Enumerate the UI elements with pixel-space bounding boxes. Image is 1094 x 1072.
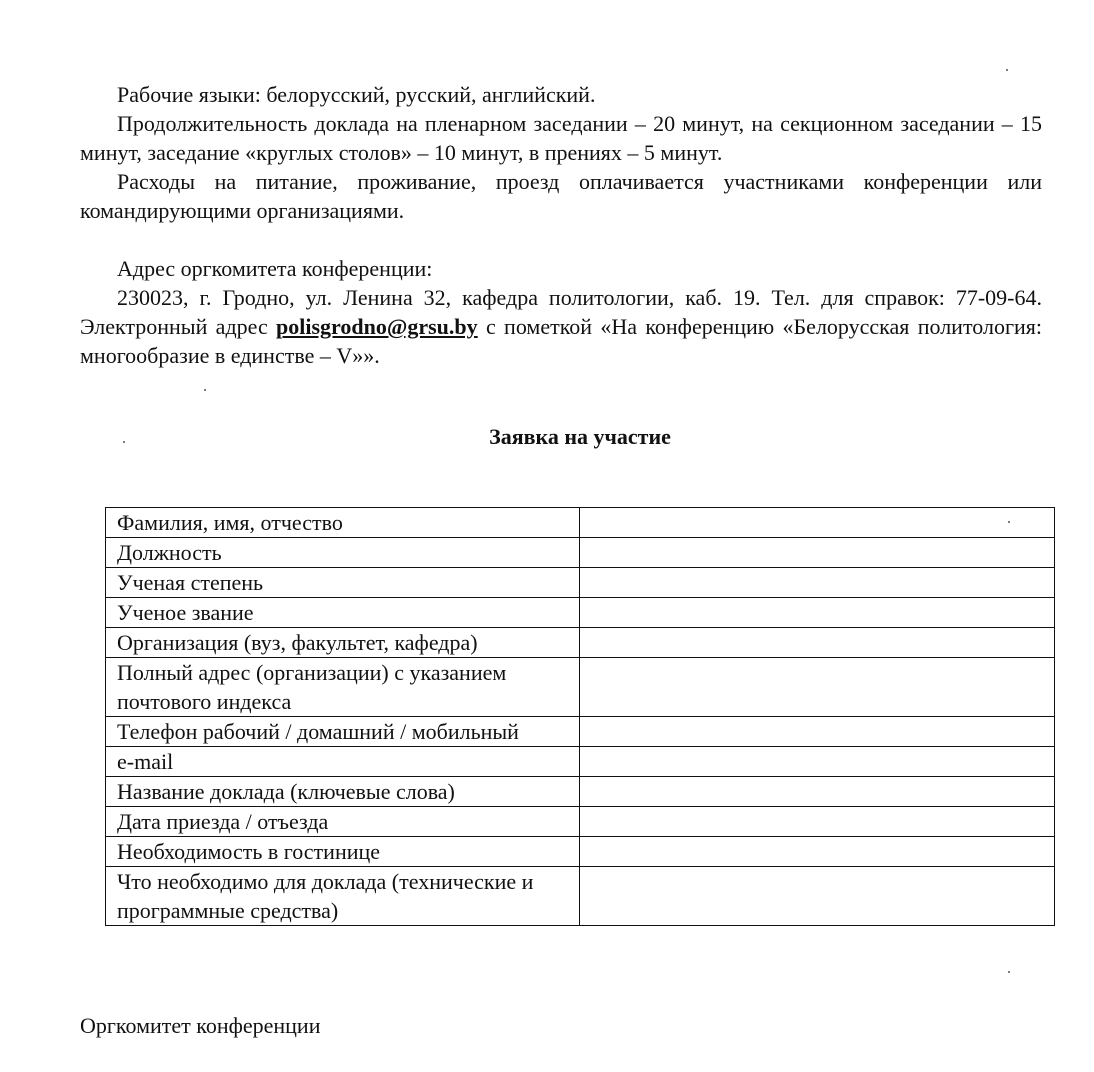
- row-label: Название доклада (ключевые слова): [106, 777, 580, 807]
- table-row: [106, 508, 1055, 538]
- table-row: [106, 717, 1055, 747]
- row-value-cell[interactable]: [579, 837, 1054, 867]
- email-link[interactable]: polisgrodno@grsu.by: [276, 314, 478, 339]
- scan-speck: [1008, 971, 1010, 973]
- table-row: [106, 747, 1055, 777]
- row-value-cell[interactable]: [579, 628, 1054, 658]
- row-label: e-mail: [106, 747, 580, 777]
- scan-speck: [123, 441, 125, 443]
- scan-speck: [1006, 69, 1008, 71]
- table-row: [106, 568, 1055, 598]
- row-label: Ученая степень: [106, 568, 580, 598]
- row-value-cell[interactable]: [579, 717, 1054, 747]
- table-row: [106, 598, 1055, 628]
- row-value-cell[interactable]: [579, 568, 1054, 598]
- footer-signature: Оргкомитет конференции: [80, 1013, 321, 1038]
- table-row: [106, 538, 1055, 568]
- row-label: Фамилия, имя, отчество: [106, 508, 580, 538]
- row-label: Необходимость в гостинице: [106, 837, 580, 867]
- row-label: Должность: [106, 538, 580, 568]
- row-value-cell[interactable]: [579, 658, 1054, 717]
- table-row: [106, 837, 1055, 867]
- address-text-end: с пометкой «На конференцию «Белорусская политология: многообразие в единстве – V»».: [80, 314, 1042, 368]
- languages-paragraph: Рабочие языки: белорусский, русский, английский.: [117, 82, 596, 107]
- form-heading: Заявка на участие: [489, 424, 671, 449]
- row-label: Дата приезда / отъезда: [106, 807, 580, 837]
- row-value-cell[interactable]: [579, 807, 1054, 837]
- table-row: [106, 867, 1055, 926]
- table-row: [106, 807, 1055, 837]
- address-text: 230023, г. Гродно, ул. Ленина 32, кафедра политологии, каб. 19. Тел. для справок: 77-09-64. Электронный адрес: [80, 285, 1042, 339]
- table-row: [106, 777, 1055, 807]
- row-value-cell[interactable]: [579, 508, 1054, 538]
- duration-paragraph: Продолжительность доклада на пленарном заседании – 20 минут, на секционном заседании – 15 минут, заседание «круглых столов» – 10 минут, в прениях – 5 минут.: [80, 111, 1042, 165]
- scan-speck: [1008, 521, 1010, 523]
- row-value-cell[interactable]: [579, 777, 1054, 807]
- row-value-cell[interactable]: [579, 747, 1054, 777]
- row-label: Телефон рабочий / домашний / мобильный: [106, 717, 580, 747]
- table-row: [106, 628, 1055, 658]
- row-label: Организация (вуз, факультет, кафедра): [106, 628, 580, 658]
- row-value-cell[interactable]: [579, 598, 1054, 628]
- row-label: Ученое звание: [106, 598, 580, 628]
- row-label: Что необходимо для доклада (технические и программные средства): [106, 867, 580, 926]
- address-paragraph: [80, 283, 1042, 370]
- scan-speck: [204, 389, 206, 391]
- table-row: [106, 658, 1055, 717]
- row-label: Полный адрес (организации) с указанием почтового индекса: [106, 658, 580, 717]
- address-title: Адрес оргкомитета конференции:: [117, 256, 433, 281]
- row-value-cell[interactable]: [579, 867, 1054, 926]
- application-form-table: [105, 507, 1055, 926]
- expenses-paragraph: Расходы на питание, проживание, проезд оплачивается участниками конференции или командирующими организациями.: [80, 169, 1042, 223]
- row-value-cell[interactable]: [579, 538, 1054, 568]
